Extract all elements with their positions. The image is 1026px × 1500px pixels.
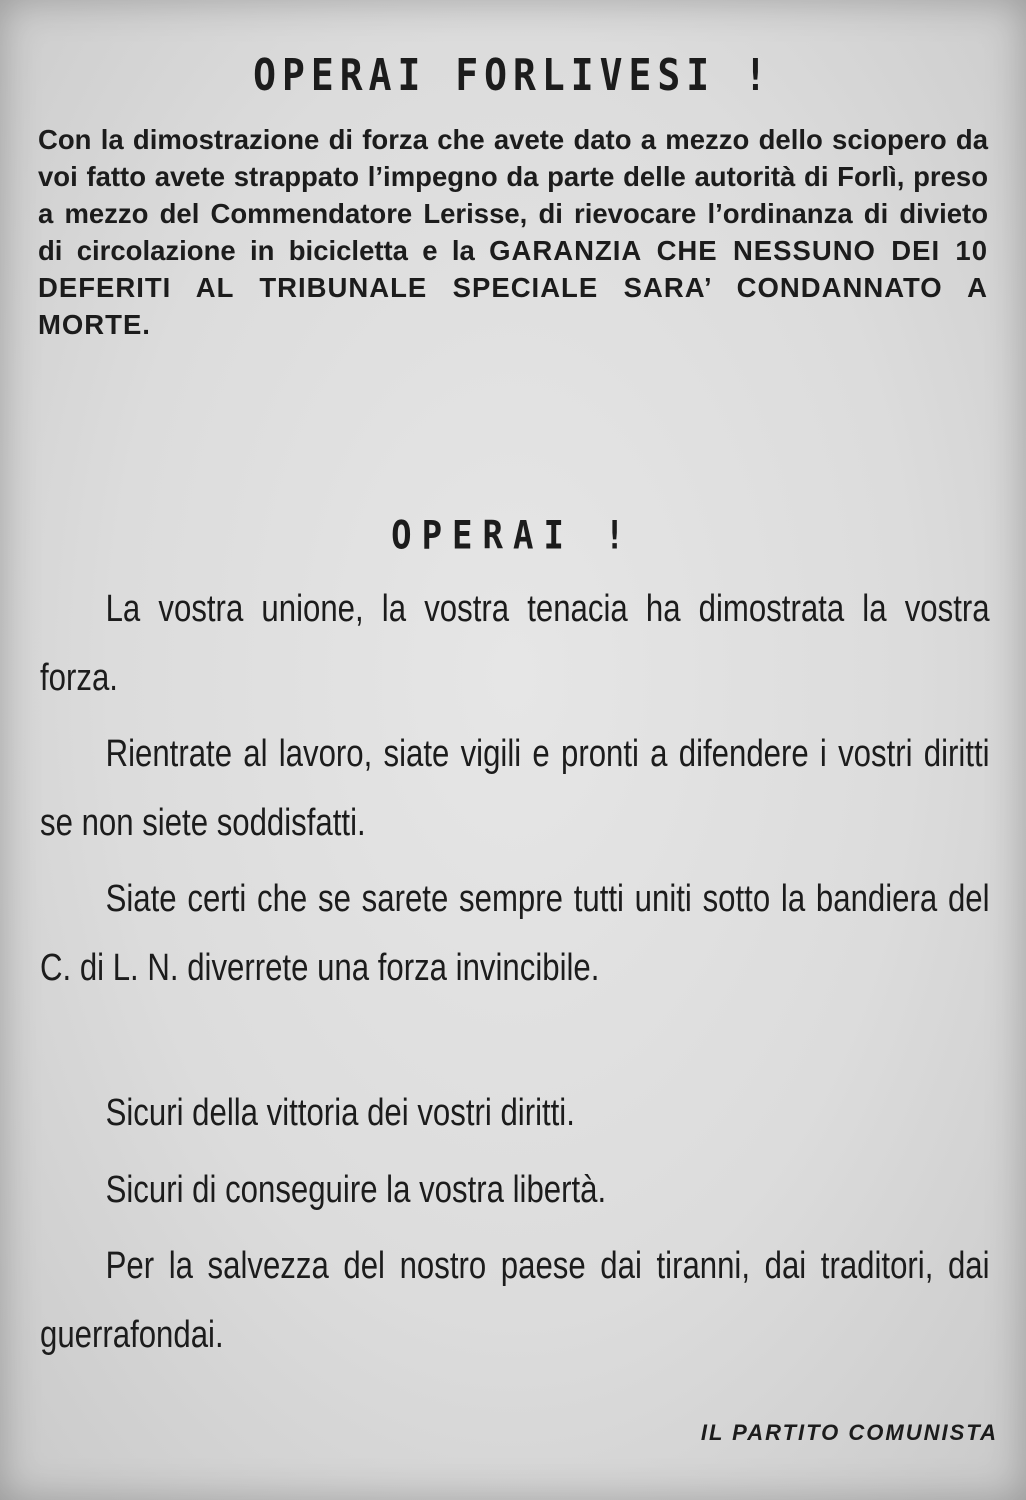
- body-paragraph-2: Rientrate al lavoro, siate vigili e pronti a difendere i vostri diritti se non siete soddisfatti.: [40, 733, 990, 844]
- body-paragraph-3: Siate certi che se sarete sempre tutti uniti sotto la bandiera del C. di L. N. diverrete una forza invincibile.: [40, 878, 990, 989]
- main-title: OPERAI FORLIVESI !: [253, 50, 773, 101]
- lead-paragraph: [38, 121, 988, 343]
- body-paragraph-4: Sicuri della vittoria dei vostri diritti.: [105, 1092, 575, 1134]
- signature: IL PARTITO COMUNISTA: [700, 1420, 998, 1445]
- body-paragraph-6: Per la salvezza del nostro paese dai tiranni, dai traditori, dai guerrafondai.: [40, 1245, 990, 1356]
- body-paragraph-1: La vostra unione, la vostra tenacia ha dimostrata la vostra forza.: [40, 588, 990, 699]
- section-title: OPERAI !: [391, 513, 635, 560]
- lead-emphasis: GARANZIA CHE NESSUNO DEI 10 DEFERITI AL TRIBUNALE SPECIALE SARA’ CONDANNATO A MORTE.: [38, 235, 989, 340]
- body-paragraph-5: Sicuri di conseguire la vostra libertà.: [105, 1169, 607, 1211]
- lead-text: Con la dimostrazione di forza che avete dato a mezzo dello sciopero da voi fatto avete strappato l’impegno da parte delle autorità di Forlì, preso a mezzo del Commendatore Lerisse, di rievocare l’ordinanza di divieto di circolazione in bicicletta e la: [38, 124, 988, 266]
